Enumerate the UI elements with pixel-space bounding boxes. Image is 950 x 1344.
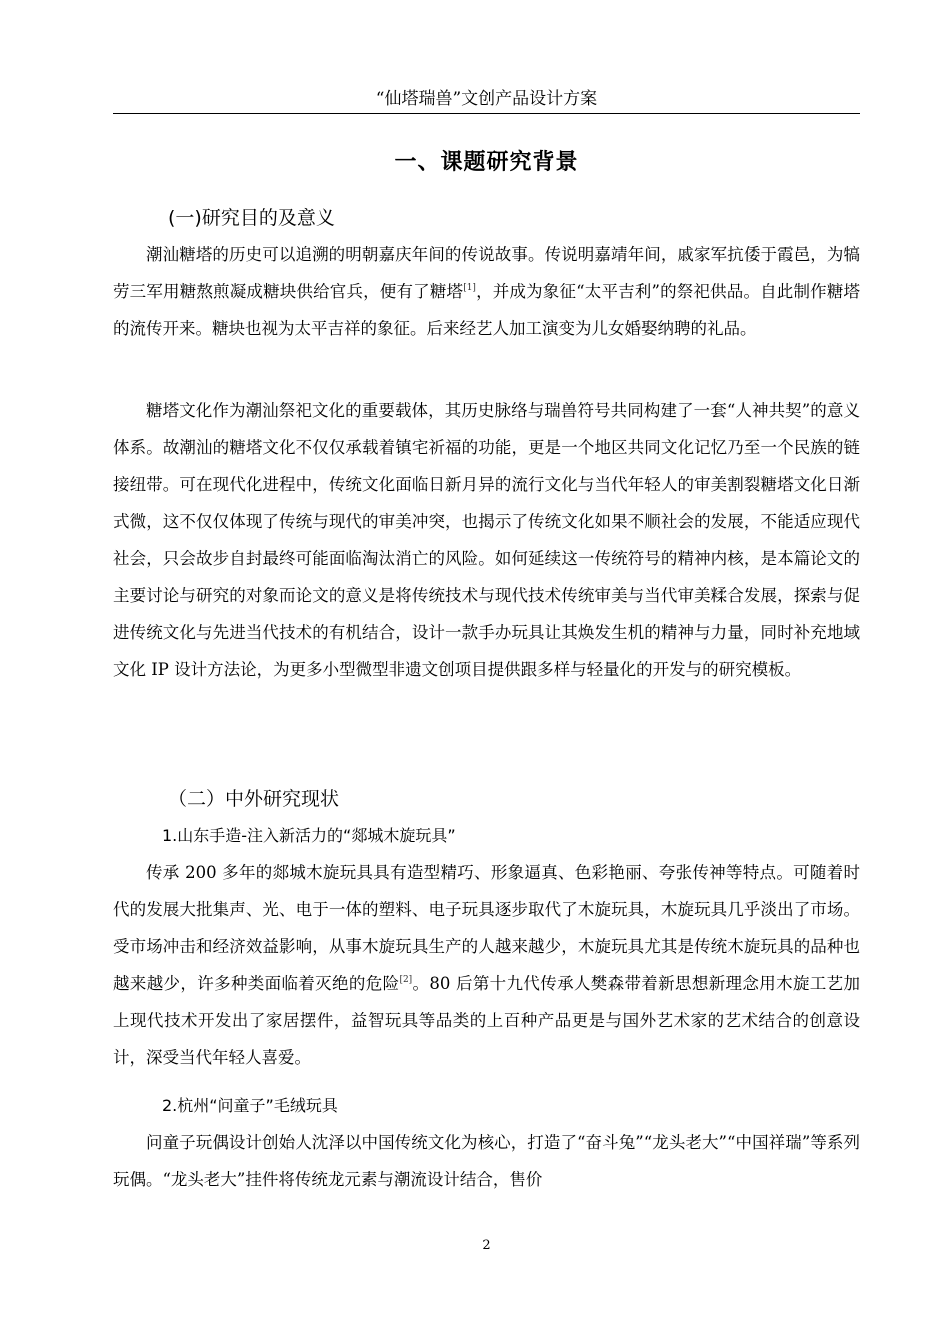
- page-number: 2: [482, 1238, 491, 1253]
- citation-2: [2]: [399, 975, 413, 985]
- paragraph-text: 潮汕糖塔的历史可以追溯的明朝嘉庆年间的传说故事。传说明嘉靖年间，戚家军抗倭于霞邑，为犒劳三军用糖熬煎凝成糖块供给官兵，便有了糖塔: [113, 245, 860, 301]
- subsection-heading-shandong: 1.山东手造-注入新活力的“郯城木旋玩具”: [162, 826, 456, 845]
- citation-1: [1]: [463, 283, 476, 293]
- paragraph-hangzhou-toys: 问童子玩偶设计创始人沈泽以中国传统文化为核心，打造了“奋斗兔”“龙头老大”“中国祥瑞”等系列玩偶。“龙头老大”挂件将传统龙元素与潮流设计结合，售价: [113, 1133, 860, 1189]
- section-heading-research-status: （二）中外研究现状: [168, 788, 340, 810]
- header-rule: [113, 113, 860, 114]
- section-heading-purpose: (一)研究目的及意义: [168, 207, 335, 229]
- subsection-heading-hangzhou: 2.杭州“问童子”毛绒玩具: [162, 1096, 338, 1115]
- paragraph-shandong-toys: [113, 854, 860, 1076]
- paragraph-text: 。80 后第十九代传承人樊森带着新思想新理念用木旋工艺加上现代技术开发出了家居摆件，益智玩具等品类的上百种产品更是与国外艺术家的艺术结合的创意设计，深受当代年轻人喜爱。: [113, 974, 860, 1067]
- paragraph-text: 传承 200 多年的郯城木旋玩具具有造型精巧、形象逼真、色彩艳丽、夸张传神等特点。可随着时代的发展大批集声、光、电于一体的塑料、电子玩具逐步取代了木旋玩具，木旋玩具几乎淡出了市场。受市场冲击和经济效益影响，从事木旋玩具生产的人越来越少，木旋玩具尤其是传统木旋玩具的品种也越来越少，许多种类面临着灭绝的危险: [113, 863, 860, 993]
- paragraph-text: ，并成为象征“太平吉利”的祭祀供品。自此制作糖塔的流传开来。糖块也视为太平吉祥的象征。后来经艺人加工演变为儿女婚娶纳聘的礼品。: [113, 282, 861, 338]
- paragraph-tangta-history: [113, 236, 860, 347]
- chapter-title: 一、课题研究背景: [394, 150, 579, 175]
- paragraph-tangta-culture: 糖塔文化作为潮汕祭祀文化的重要载体，其历史脉络与瑞兽符号共同构建了一套“人神共契”的意义体系。故潮汕的糖塔文化不仅仅承载着镇宅祈福的功能，更是一个地区共同文化记忆乃至一个民族的链接纽带。可在现代化进程中，传统文化面临日新月异的流行文化与当代年轻人的审美割裂糖塔文化日渐式微，这不仅仅体现了传统与现代的审美冲突，也揭示了传统文化如果不顺社会的发展，不能适应现代社会，只会故步自封最终可能面临淘汰消亡的风险。如何延续这一传统符号的精神内核，是本篇论文的主要讨论与研究的对象而论文的意义是将传统技术与现代技术传统审美与当代审美糅合发展，探索与促进传统文化与先进当代技术的有机结合，设计一款手办玩具让其焕发生机的精神与力量，同时补充地域文化 IP 设计方法论，为更多小型微型非遗文创项目提供跟多样与轻量化的开发与的研究模板。: [113, 401, 860, 679]
- running-header: “仙塔瑞兽”文创产品设计方案: [375, 89, 598, 109]
